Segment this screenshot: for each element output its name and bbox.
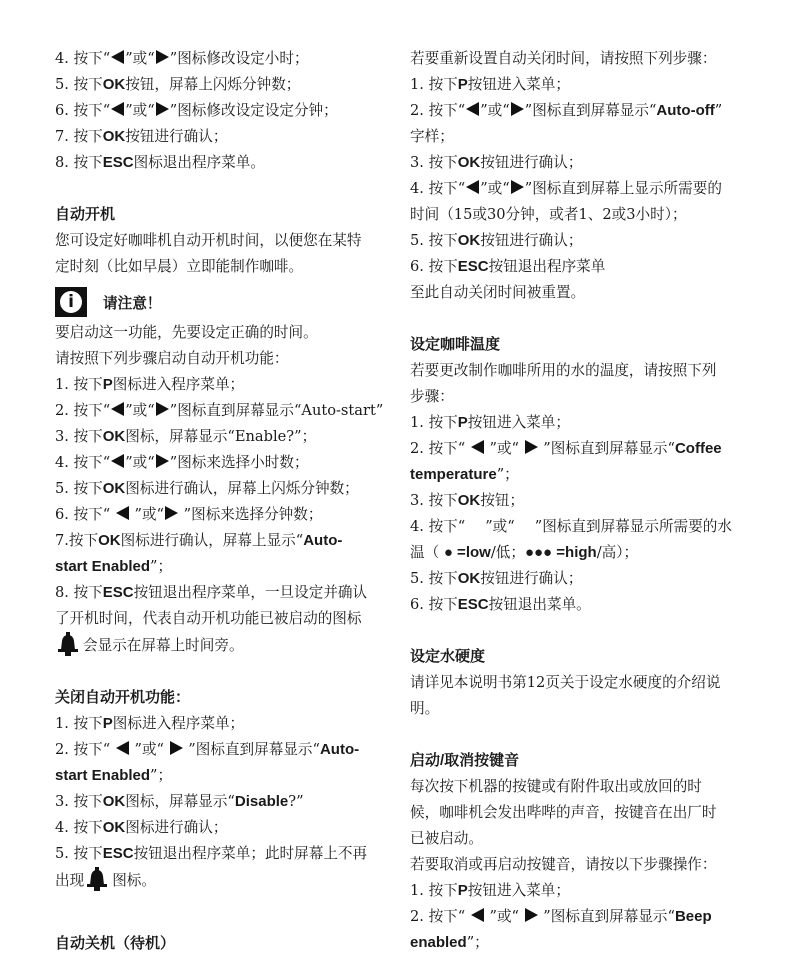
step-line: 3. 按下OK图标，屏幕显示“Enable?”； xyxy=(55,428,317,445)
paragraph-line: 定时刻（比如早晨）立即能制作咖啡。 xyxy=(55,258,304,275)
left-arrow-icon xyxy=(111,102,124,116)
left-column xyxy=(55,46,395,894)
step-line: 2. 按下“ ”或“ ”图标直到屏幕显示“Coffee xyxy=(410,440,722,457)
paragraph-line: 步骤： xyxy=(410,388,454,405)
step-line: 1. 按下P按钮进入菜单； xyxy=(410,414,570,431)
section-heading-key-beep: 启动/取消按键音 xyxy=(410,752,520,769)
step-line: 6. 按下“ ”或“ ”图标修改设定设定分钟； xyxy=(55,102,338,119)
right-arrow-icon xyxy=(511,102,524,116)
section-heading-water-hardness: 设定水硬度 xyxy=(410,648,486,665)
step-line: 6. 按下ESC按钮退出程序菜单 xyxy=(410,258,606,275)
step-line: 1. 按下P图标进入程序菜单； xyxy=(55,376,245,393)
right-column xyxy=(410,46,755,956)
right-arrow-icon xyxy=(511,180,524,194)
step-line: 4. 按下OK图标进行确认； xyxy=(55,819,228,836)
step-line: 6. 按下ESC按钮退出菜单。 xyxy=(410,596,591,613)
step-line: 7. 按下OK按钮进行确认； xyxy=(55,128,228,145)
step-line: 5. 按下OK按钮进行确认； xyxy=(410,232,583,249)
step-line: 3. 按下OK按钮进行确认； xyxy=(410,154,583,171)
step-line: 温（ ● =low/低；●●● =high/高）； xyxy=(410,544,639,561)
paragraph-line: 已被启动。 xyxy=(410,830,483,847)
step-line: start Enabled”； xyxy=(55,558,173,575)
step-line: enabled”； xyxy=(410,934,489,951)
paragraph-line: 您可设定好咖啡机自动开机时间，以便您在某特 xyxy=(55,232,362,249)
info-icon: i xyxy=(55,287,87,317)
step-line: 5. 按下OK按钮进行确认； xyxy=(410,570,583,587)
step-line: 2. 按下“ ”或“ ”图标直到屏幕显示“Beep xyxy=(410,908,712,925)
step-line: 4. 按下“ ”或“ ”图标修改设定小时； xyxy=(55,50,309,67)
left-arrow-icon xyxy=(111,402,124,416)
step-line: 2. 按下“ ”或“ ”图标直到屏幕显示“Auto- xyxy=(55,741,360,758)
paragraph-line: 至此自动关闭时间被重置。 xyxy=(410,284,586,301)
left-arrow-icon xyxy=(466,180,479,194)
left-arrow-icon xyxy=(111,454,124,468)
section-heading-coffee-temperature: 设定咖啡温度 xyxy=(410,336,501,353)
step-line: 4. 按下“ ”或“ ”图标直到屏幕显示所需要的水 xyxy=(410,518,732,535)
step-line: 了开机时间，代表自动开机功能已被启动的图标 xyxy=(55,610,362,627)
section-heading-disable-auto-on: 关闭自动开机功能： xyxy=(55,689,191,706)
step-line: 4. 按下“ ”或“ ”图标来选择小时数； xyxy=(55,454,309,471)
section-heading-auto-on: 自动开机 xyxy=(55,206,116,223)
step-line: 3. 按下OK按钮； xyxy=(410,492,525,509)
left-arrow-icon xyxy=(111,50,124,64)
paragraph-line: 候，咖啡机会发出哔哔的声音，按键音在出厂时 xyxy=(410,804,717,821)
left-arrow-icon xyxy=(116,506,129,520)
step-line: 5. 按下ESC按钮退出程序菜单；此时屏幕上不再 xyxy=(55,845,368,862)
step-line: 8. 按下ESC图标退出程序菜单。 xyxy=(55,154,265,171)
paragraph-line: 每次按下机器的按键或有附件取出或放回的时 xyxy=(410,778,702,795)
right-arrow-icon xyxy=(156,50,169,64)
step-line: start Enabled”； xyxy=(55,767,173,784)
paragraph-line: 要启动这一功能，先要设定正确的时间。 xyxy=(55,324,318,341)
paragraph-line: 若要更改制作咖啡所用的水的温度，请按照下列 xyxy=(410,362,717,379)
right-arrow-icon xyxy=(170,741,183,755)
step-line: temperature”； xyxy=(410,466,519,483)
step-line: 时间（15或30分钟，或者1、2或3小时）； xyxy=(410,206,687,223)
right-arrow-icon xyxy=(165,506,178,520)
right-arrow-icon xyxy=(156,454,169,468)
paragraph-line: 请按照下列步骤启动自动开机功能： xyxy=(55,350,289,367)
notice-label: 请注意！ xyxy=(103,294,162,312)
step-line: 3. 按下OK图标，屏幕显示“Disable?” xyxy=(55,793,304,810)
step-line: 7.按下OK图标进行确认，屏幕上显示“Auto- xyxy=(55,532,343,549)
paragraph-line: 明。 xyxy=(410,700,440,717)
step-line: 会显示在屏幕上时间旁。 xyxy=(55,632,395,659)
paragraph-line: 若要重新设置自动关闭时间，请按照下列步骤： xyxy=(410,50,717,67)
right-arrow-icon xyxy=(525,440,538,454)
paragraph-line: 请详见本说明书第12页关于设定水硬度的介绍说 xyxy=(410,674,721,691)
step-line: 2. 按下“ ”或“ ”图标直到屏幕显示“Auto-start” xyxy=(55,402,384,419)
left-arrow-icon xyxy=(466,102,479,116)
step-line: 2. 按下“ ”或“ ”图标直到屏幕显示“Auto-off” xyxy=(410,102,723,119)
step-line: 8. 按下ESC按钮退出程序菜单，一旦设定并确认 xyxy=(55,584,368,601)
bell-icon xyxy=(86,867,108,891)
step-line: 4. 按下“ ”或“ ”图标直到屏幕上显示所需要的 xyxy=(410,180,722,197)
left-arrow-icon xyxy=(116,741,129,755)
section-heading-auto-off-cut: 自动关机（待机） xyxy=(55,935,176,952)
step-line: 1. 按下P按钮进入菜单； xyxy=(410,76,570,93)
right-arrow-icon xyxy=(156,402,169,416)
step-line: 6. 按下“ ”或“ ”图标来选择分钟数； xyxy=(55,506,323,523)
step-line: 5. 按下OK按钮，屏幕上闪烁分钟数； xyxy=(55,76,301,93)
step-line: 1. 按下P图标进入程序菜单； xyxy=(55,715,245,732)
step-line: 出现 图标。 xyxy=(55,867,395,894)
step-line: 字样； xyxy=(410,128,454,145)
step-line: 5. 按下OK图标进行确认，屏幕上闪烁分钟数； xyxy=(55,480,359,497)
right-arrow-icon xyxy=(156,102,169,116)
right-arrow-icon xyxy=(525,908,538,922)
bell-icon xyxy=(57,632,79,656)
step-line: 1. 按下P按钮进入菜单； xyxy=(410,882,570,899)
notice-row xyxy=(55,284,395,320)
left-arrow-icon xyxy=(471,908,484,922)
paragraph-line: 若要取消或再启动按键音，请按以下步骤操作： xyxy=(410,856,717,873)
left-arrow-icon xyxy=(471,440,484,454)
